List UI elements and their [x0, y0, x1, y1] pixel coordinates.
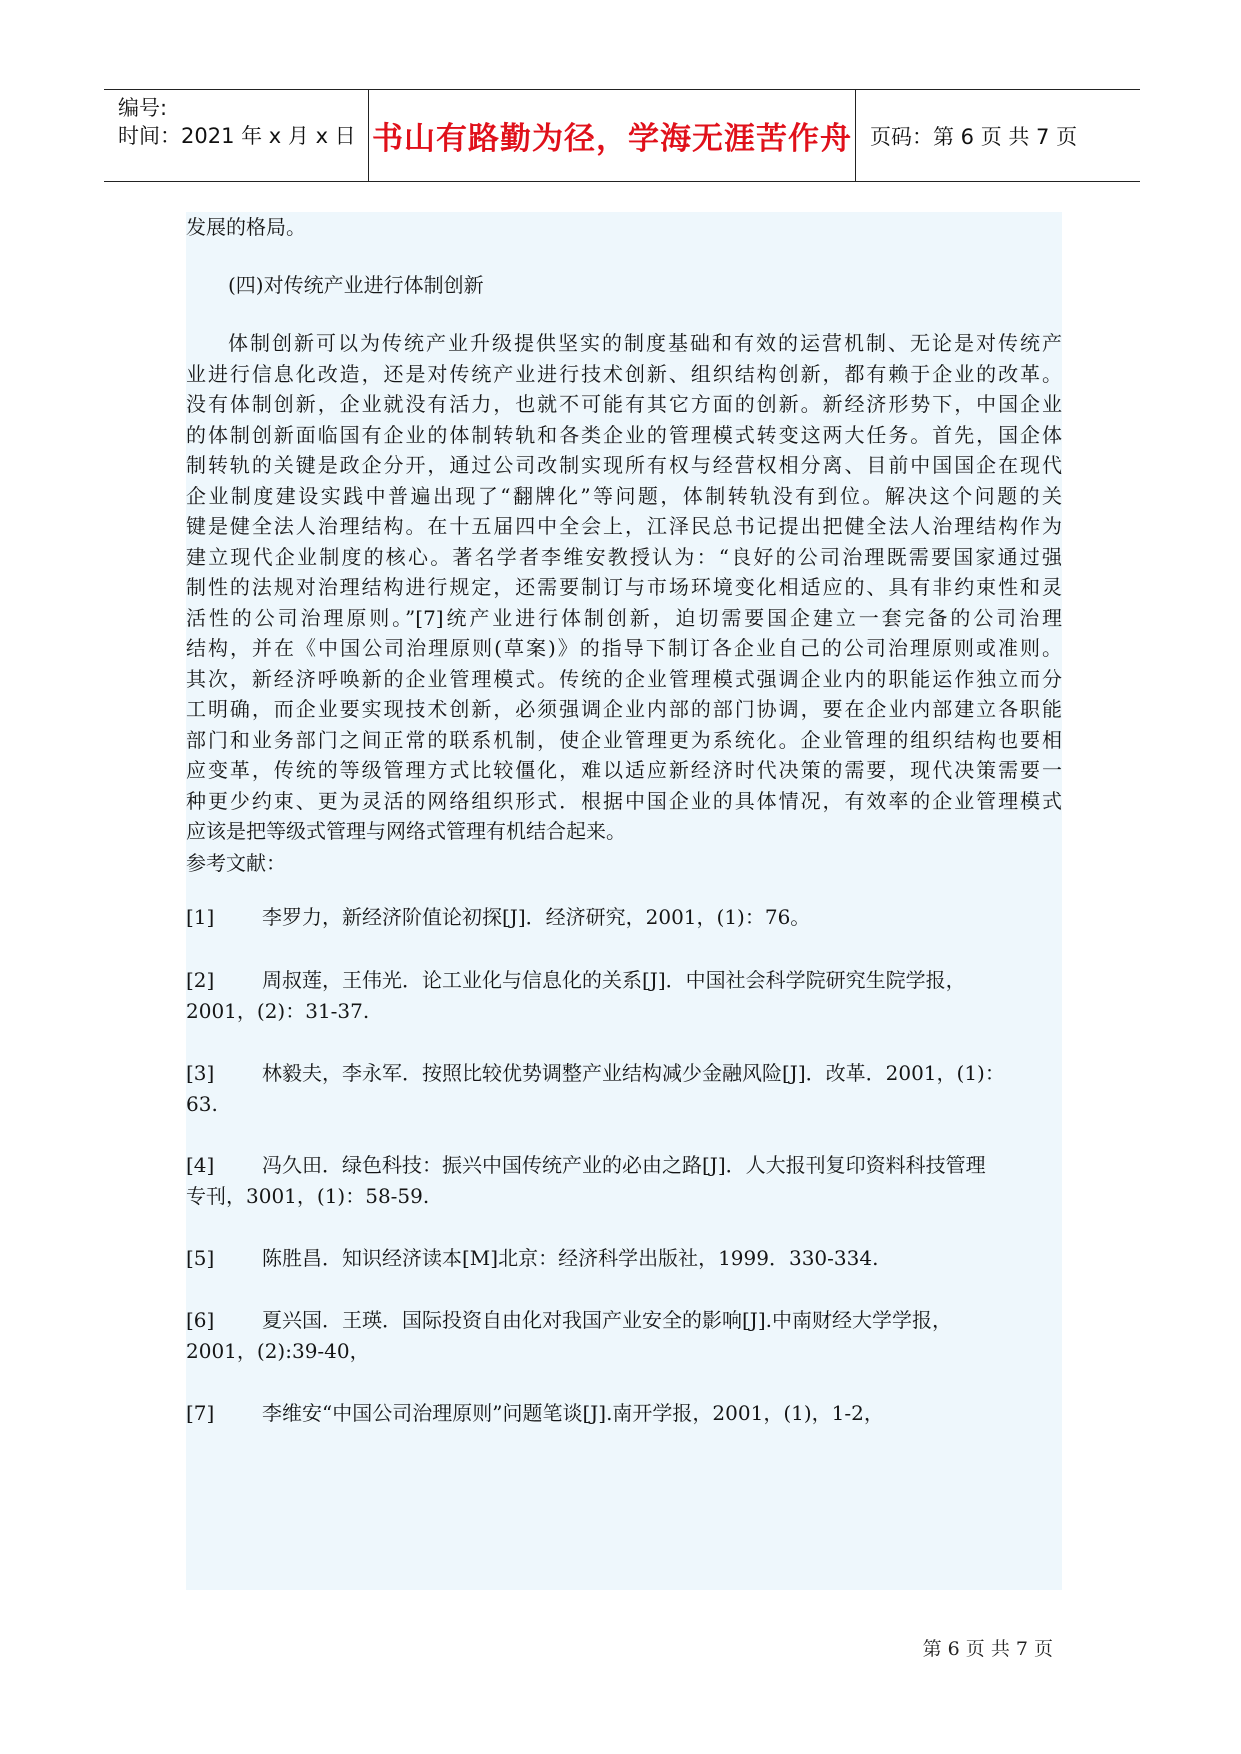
reference-text: 冯久田．绿色科技：振兴中国传统产业的必由之路[J]．人大报刊复印资料科技管理	[262, 1153, 986, 1177]
paragraph-line: 应该是把等级式管理与网络式管理有机结合起来。	[186, 819, 626, 843]
reference-text: 李维安“中国公司治理原则”问题笔谈[J].南开学报，2001，(1)，1-2，	[262, 1401, 884, 1425]
reference-first-line	[186, 902, 810, 932]
reference-first-line	[186, 1150, 986, 1180]
page-header	[104, 89, 1140, 182]
paragraph-line: 工明确，而企业要实现技术创新，必须强调企业内部的部门协调，要在企业内部建立各职能	[186, 697, 1062, 721]
header-page-cell	[856, 90, 1140, 181]
reference-first-line	[186, 965, 966, 995]
paragraph-line: 活性的公司治理原则。”[7]统产业进行体制创新，迫切需要国企建立一套完备的公司治理	[186, 605, 1062, 630]
paragraph-line: 没有体制创新，企业就没有活力，也就不可能有其它方面的创新。新经济形势下，中国企业	[186, 392, 1062, 416]
reference-text: 周叔莲，王伟光．论工业化与信息化的关系[J]．中国社会科学院研究生院学报，	[262, 968, 966, 992]
reference-continuation: 2001，(2):39-40，	[186, 1339, 370, 1363]
reference-number: [1]	[186, 905, 215, 929]
reference-first-line	[186, 1398, 884, 1428]
paragraph-line: 制性的法规对治理结构进行规定，还需要制订与市场环境变化相适应的、具有非约束性和灵	[186, 575, 1062, 599]
paragraph-line: 部门和业务部门之间正常的联系机制，使企业管理更为系统化。企业管理的组织结构也要相	[186, 727, 1062, 752]
paragraph-line: 制转轨的关键是政企分开，通过公司改制实现所有权与经营权相分离、目前中国国企在现代	[186, 453, 1062, 477]
opening-line: 发展的格局。	[186, 215, 306, 239]
reference-number: [2]	[186, 968, 215, 992]
reference-first-line	[186, 1058, 1005, 1088]
paragraph-line: 企业制度建设实践中普遍出现了“翻牌化”等问题，体制转轨没有到位。解决这个问题的关	[186, 483, 1062, 508]
reference-number: [4]	[186, 1153, 215, 1177]
reference-first-line	[186, 1243, 878, 1273]
paragraph-line: 应变革，传统的等级管理方式比较僵化，难以适应新经济时代决策的需要，现代决策需要一	[186, 758, 1062, 782]
header-info-cell	[104, 90, 368, 181]
paragraph-line: 结构，并在《中国公司治理原则(草案)》的指导下制订各企业自己的公司治理原则或准则。	[186, 636, 1062, 660]
time-label: 时间：2021 年 x 月 x 日	[118, 124, 356, 148]
document-body	[186, 212, 1062, 1590]
reference-text: 林毅夫，李永军．按照比较优势调整产业结构减少金融风险[J]．改革．2001，(1)：	[262, 1061, 1005, 1085]
reference-continuation: 63.	[186, 1092, 218, 1116]
reference-number: [7]	[186, 1401, 215, 1425]
reference-continuation: 2001，(2)：31-37.	[186, 999, 370, 1023]
paragraph-line: 其次，新经济呼唤新的企业管理模式。传统的企业管理模式强调企业内的职能运作独立而分	[186, 666, 1062, 691]
paragraph-line: 建立现代企业制度的核心。著名学者李维安教授认为：“良好的公司治理既需要国家通过强	[186, 544, 1062, 569]
reference-text: 李罗力，新经济阶值论初探[J]．经济研究，2001，(1)：76。	[262, 905, 811, 929]
serial-label: 编号:	[118, 96, 168, 120]
reference-number: [6]	[186, 1308, 215, 1332]
reference-continuation: 专刊，3001，(1)：58-59.	[186, 1184, 430, 1208]
paragraph-line: 体制创新可以为传统产业升级提供坚实的制度基础和有效的运营机制、无论是对传统产	[228, 331, 1062, 355]
paragraph-line: 键是健全法人治理结构。在十五届四中全会上，江泽民总书记提出把健全法人治理结构作为	[186, 514, 1062, 538]
paragraph-line: 种更少约束、更为灵活的网络组织形式．根据中国企业的具体情况，有效率的企业管理模式	[186, 788, 1062, 813]
paragraph-line: 的体制创新面临国有企业的体制转轨和各类企业的管理模式转变这两大任务。首先，国企体	[186, 422, 1062, 447]
reference-text: 陈胜昌．知识经济读本[M]北京：经济科学出版社，1999．330-334.	[262, 1246, 879, 1270]
references-heading: 参考文献：	[186, 851, 286, 875]
reference-number: [3]	[186, 1061, 215, 1085]
section-heading: (四)对传统产业进行体制创新	[228, 273, 484, 297]
page-code: 页码：第 6 页 共 7 页	[870, 124, 1078, 149]
page-footer: 第 6 页 共 7 页	[922, 1638, 1053, 1660]
reference-first-line	[186, 1305, 952, 1335]
header-motto-cell	[368, 90, 856, 181]
motto-text: 书山有路勤为径，学海无涯苦作舟	[372, 121, 852, 157]
reference-number: [5]	[186, 1246, 215, 1270]
paragraph-line: 业进行信息化改造，还是对传统产业进行技术创新、组织结构创新，都有赖于企业的改革。	[186, 361, 1062, 386]
reference-text: 夏兴国．王瑛．国际投资自由化对我国产业安全的影响[J].中南财经大学学报，	[262, 1308, 952, 1332]
